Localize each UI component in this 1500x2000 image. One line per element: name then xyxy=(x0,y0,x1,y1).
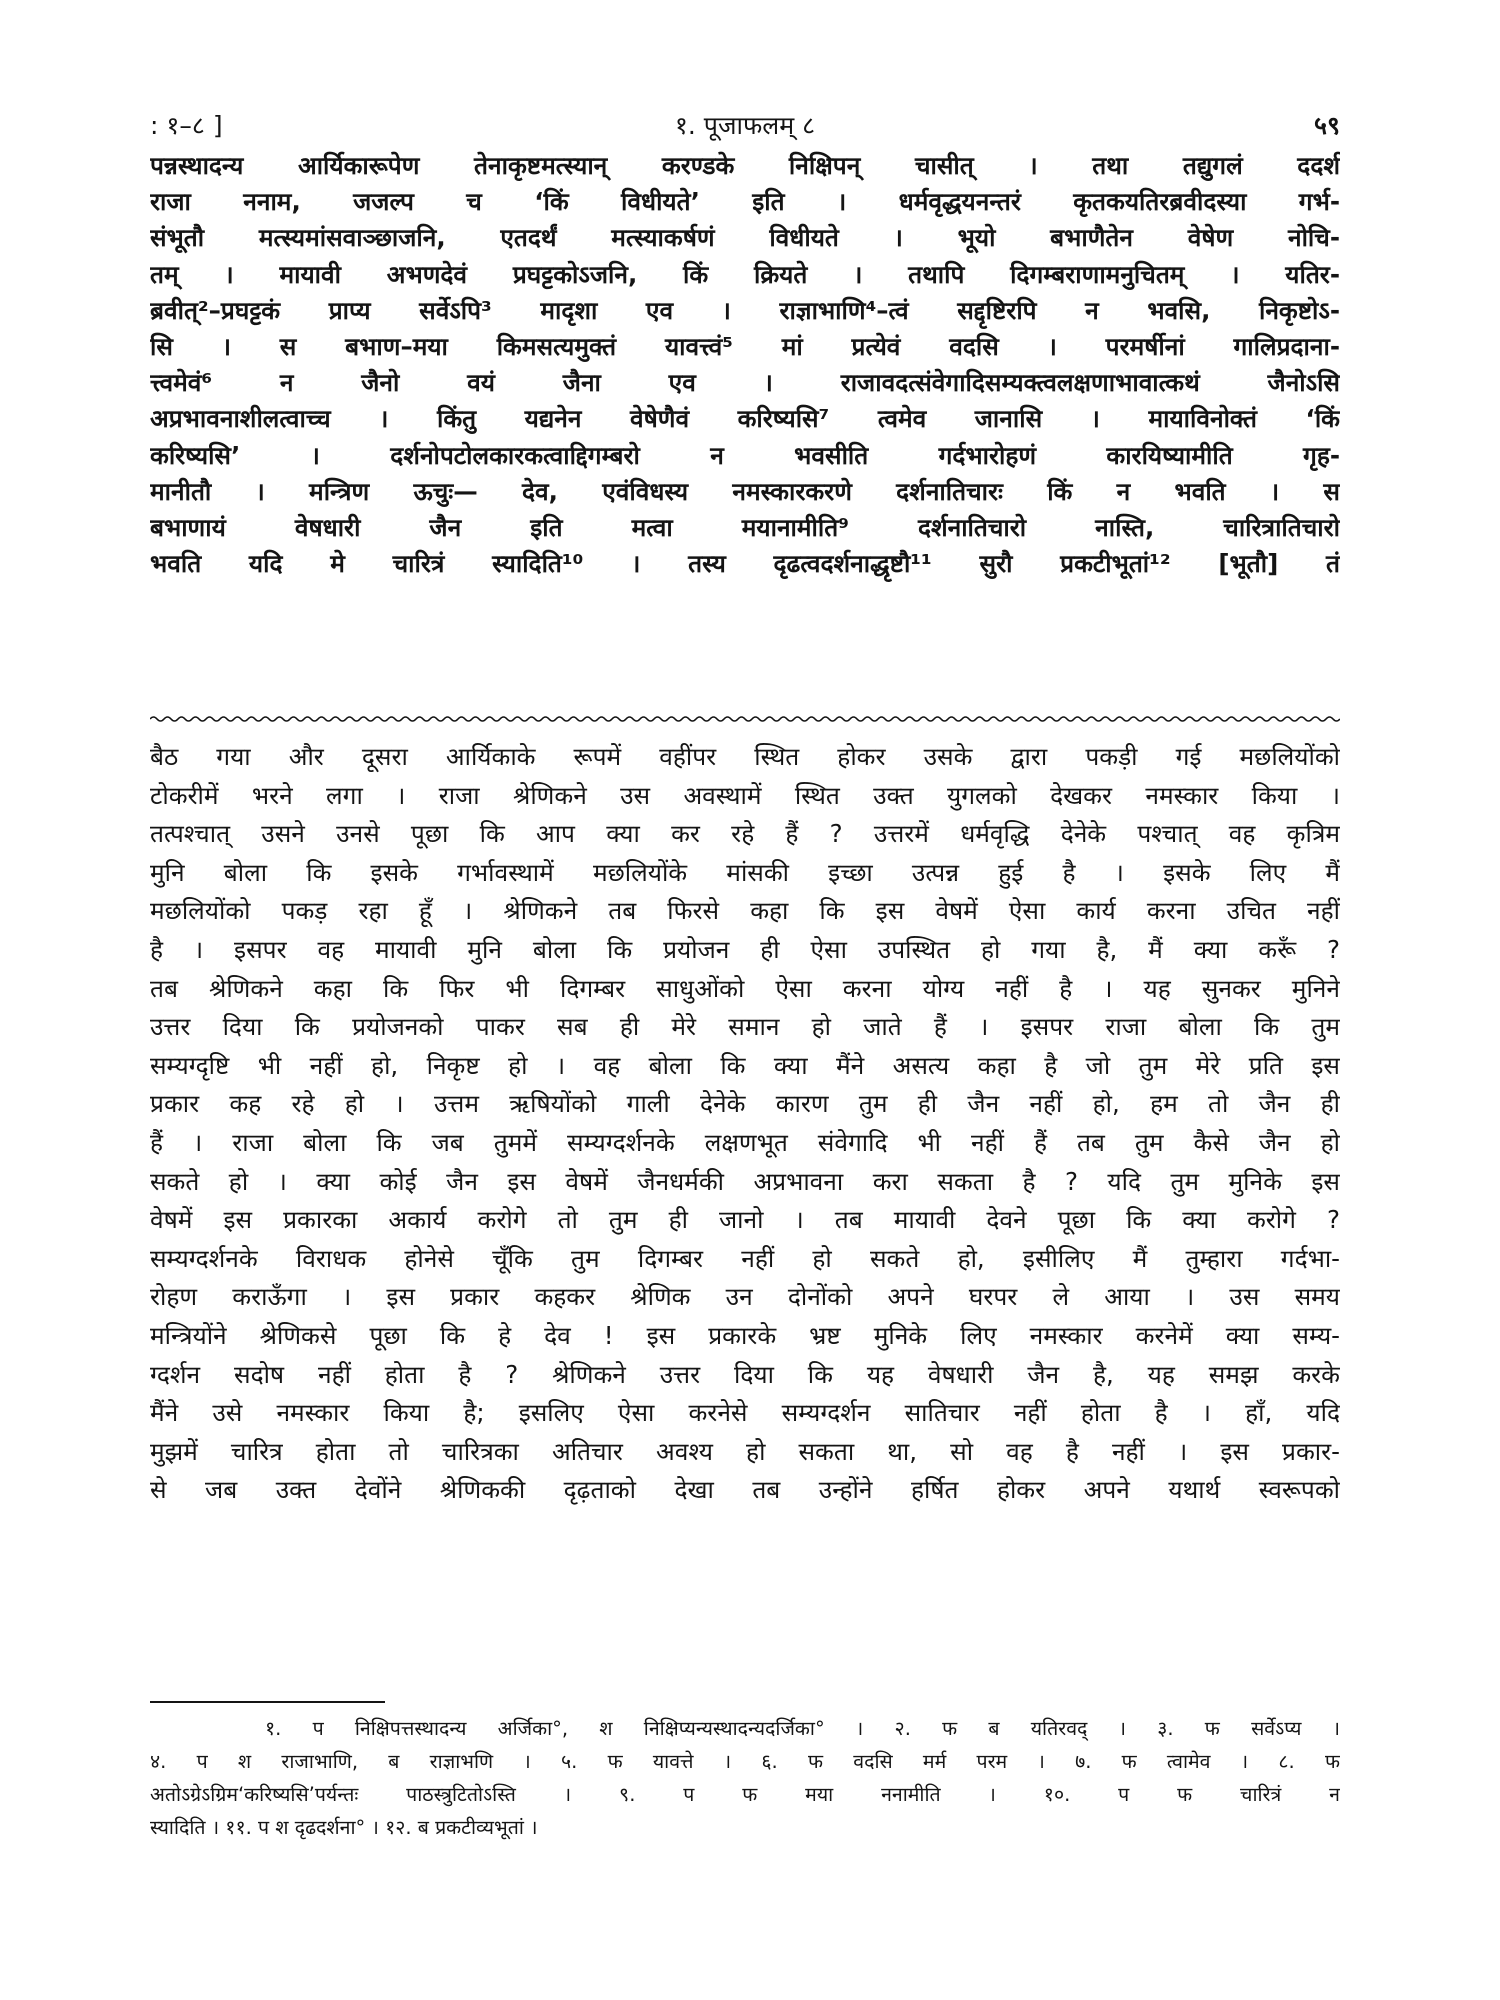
hindi-line: रोहण कराऊँगा । इस प्रकार कहकर श्रेणिक उन दोनोंको अपने घरपर ले आया । उस समय xyxy=(150,1282,1340,1312)
hindi-line: है । इसपर वह मायावी मुनि बोला कि प्रयोजन ही ऐसा उपस्थित हो गया है, मैं क्या करूँ ? xyxy=(150,934,1340,964)
sanskrit-line: करिष्यसि’ । दर्शनोपटोलकारकत्वाद्दिगम्बरो न भवसीति गर्दभारोहणं कारयिष्यामीति गृह- xyxy=(150,440,1340,470)
sanskrit-line: त्त्वमेवं⁶ न जैनो वयं जैना एव । राजावदत्संवेगादिसम्यक्त्वलक्षणाभावात्कथं जैनोऽसि xyxy=(150,368,1340,398)
hindi-line: तब श्रेणिकने कहा कि फिर भी दिगम्बर साधुओंको ऐसा करना योग्य नहीं है । यह सुनकर मुनिने xyxy=(150,973,1340,1003)
hindi-translation xyxy=(150,738,1340,1510)
sanskrit-line: संभूतौ मत्स्यमांसवाञ्छाजनि, एतदर्थं मत्स्याकर्षणं विधीयते । भूयो बभाणैतेन वेषेण नोचि- xyxy=(150,223,1340,253)
hindi-line: सम्यग्दर्शनके विराधक होनेसे चूँकि तुम दिगम्बर नहीं हो सकते हो, इसीलिए मैं तुम्हारा गर्दभा- xyxy=(150,1243,1340,1273)
wavy-divider xyxy=(150,712,1340,726)
running-header xyxy=(150,108,1340,148)
footnote-rule xyxy=(150,1701,385,1703)
hindi-line: मुझमें चारित्र होता तो चारित्रका अतिचार अवश्य हो सकता था, सो वह है नहीं । इस प्रकार- xyxy=(150,1436,1340,1466)
sanskrit-line: बभाणायं वेषधारी जैन इति मत्वा मयानामीति⁹ दर्शनातिचारो नास्ति, चारित्रातिचारो xyxy=(150,512,1340,542)
sanskrit-line: राजा ननाम, जजल्प च ‘किं विधीयते’ इति । धर्मवृद्धयनन्तरं कृतकयतिरब्रवीदस्या गर्भ- xyxy=(150,187,1340,217)
hindi-line: सम्यग्दृष्टि भी नहीं हो, निकृष्ट हो । वह बोला कि क्या मैंने असत्य कहा है जो तुम मेरे प्रति इस xyxy=(150,1050,1340,1080)
footnote-line: ४. प श राजाभाणि, ब राज्ञाभणि । ५. फ यावत्ते । ६. फ वदसि मर्म परम । ७. फ त्वामेव । ८. फ xyxy=(150,1750,1340,1773)
hindi-line: हैं । राजा बोला कि जब तुममें सम्यग्दर्शनके लक्षणभूत संवेगादि भी नहीं हैं तब तुम कैसे जैन हो xyxy=(150,1127,1340,1157)
footnote-line: अतोऽग्रेऽग्रिम‘करिष्यसि’पर्यन्तः पाठस्त्रुटितोऽस्ति । ९. प फ मया ननामीति । १०. प फ चारित्रं न xyxy=(150,1783,1340,1806)
sanskrit-line: अप्रभावनाशीलत्वाच्च । किंतु यद्यनेन वेषेणैवं करिष्यसि⁷ त्वमेव जानासि । मायाविनोक्तं ‘किं xyxy=(150,404,1340,434)
header-section-ref: : १–८ ] xyxy=(150,111,223,140)
sanskrit-line: सि । स बभाण–मया किमसत्यमुक्तं यावत्त्वं⁵ मां प्रत्येवं वदसि । परमर्षीनां गालिप्रदाना- xyxy=(150,331,1340,361)
footnote-line: १. प निक्षिपत्तस्थादन्य अर्जिका°, श निक्षिप्यन्यस्थादन्यदर्जिका° । २. फ ब यतिरवद् । ३. फ सर्वेऽप्य । xyxy=(265,1717,1340,1740)
hindi-line: मैंने उसे नमस्कार किया है; इसलिए ऐसा करनेसे सम्यग्दर्शन सातिचार नहीं होता है । हाँ, यदि xyxy=(150,1398,1340,1428)
hindi-line: मुनि बोला कि इसके गर्भावस्थामें मछलियोंके मांसकी इच्छा उत्पन्न हुई है । इसके लिए मैं xyxy=(150,857,1340,887)
footnote-line: स्यादिति । ११. प श दृढदर्शना° । १२. ब प्रकटीव्यभूतां । xyxy=(150,1816,538,1839)
sanskrit-line: पन्नस्थादन्य आर्यिकारूपेण तेनाकृष्टमत्स्यान् करण्डके निक्षिपन् चासीत् । तथा तद्युगलं ददर्श xyxy=(150,151,1340,180)
footnotes xyxy=(150,1712,1340,1844)
sanskrit-line: मानीतौ । मन्त्रिण ऊचुः— देव, एवंविधस्य नमस्कारकरणे दर्शनातिचारः किं न भवति । स xyxy=(150,476,1340,506)
hindi-line: सकते हो । क्या कोई जैन इस वेषमें जैनधर्मकी अप्रभावना करा सकता है ? यदि तुम मुनिके इस xyxy=(150,1166,1340,1196)
hindi-line: से जब उक्त देवोंने श्रेणिककी दृढ़ताको देखा तब उन्होंने हर्षित होकर अपने यथार्थ स्वरूपको xyxy=(150,1475,1340,1505)
hindi-line: मछलियोंको पकड़ रहा हूँ । श्रेणिकने तब फिरसे कहा कि इस वेषमें ऐसा कार्य करना उचित नहीं xyxy=(150,896,1340,926)
sanskrit-line: ब्रवीत्²–प्रघट्टकं प्राप्य सर्वेऽपि³ मादृशा एव । राज्ञाभाणि⁴–त्वं सद्दृष्टिरपि न भवसि, निकृष्टोऽ- xyxy=(150,295,1340,325)
hindi-line: मन्त्रियोंने श्रेणिकसे पूछा कि हे देव ! इस प्रकारके भ्रष्ट मुनिके लिए नमस्कार करनेमें क्या सम्य- xyxy=(150,1320,1340,1350)
hindi-line: वेषमें इस प्रकारका अकार्य करोगे तो तुम ही जानो । तब मायावी देवने पूछा कि क्या करोगे ? xyxy=(150,1205,1340,1235)
sanskrit-passage xyxy=(150,148,1340,582)
hindi-line: प्रकार कह रहे हो । उत्तम ऋषियोंको गाली देनेके कारण तुम ही जैन नहीं हो, हम तो जैन ही xyxy=(150,1089,1340,1119)
hindi-line: टोकरीमें भरने लगा । राजा श्रेणिकने उस अवस्थामें स्थित उक्त युगलको देखकर नमस्कार किया । xyxy=(150,780,1340,810)
page-number: ५९ xyxy=(1313,111,1340,140)
sanskrit-line: भवति यदि मे चारित्रं स्यादिति¹⁰ । तस्य दृढत्वदर्शनाद्धृष्टौ¹¹ सुरौ प्रकटीभूतां¹² [भूतौ] तं xyxy=(150,549,1340,579)
hindi-line: उत्तर दिया कि प्रयोजनको पाकर सब ही मेरे समान हो जाते हैं । इसपर राजा बोला कि तुम xyxy=(150,1012,1340,1042)
sanskrit-line: तम् । मायावी अभणदेवं प्रघट्टकोऽजनि, किं क्रियते । तथापि दिगम्बराणामनुचितम् । यतिर- xyxy=(150,259,1340,289)
hindi-line: तत्पश्चात् उसने उनसे पूछा कि आप क्या कर रहे हैं ? उत्तरमें धर्मवृद्धि देनेके पश्चात् वह कृत्रिम xyxy=(150,819,1340,849)
header-chapter-title: १. पूजाफलम् ८ xyxy=(674,111,816,140)
hindi-line: ग्दर्शन सदोष नहीं होता है ? श्रेणिकने उत्तर दिया कि यह वेषधारी जैन है, यह समझ करके xyxy=(150,1359,1340,1389)
hindi-line: बैठ गया और दूसरा आर्यिकाके रूपमें वहींपर स्थित होकर उसके द्वारा पकड़ी गई मछलियोंको xyxy=(150,742,1340,771)
